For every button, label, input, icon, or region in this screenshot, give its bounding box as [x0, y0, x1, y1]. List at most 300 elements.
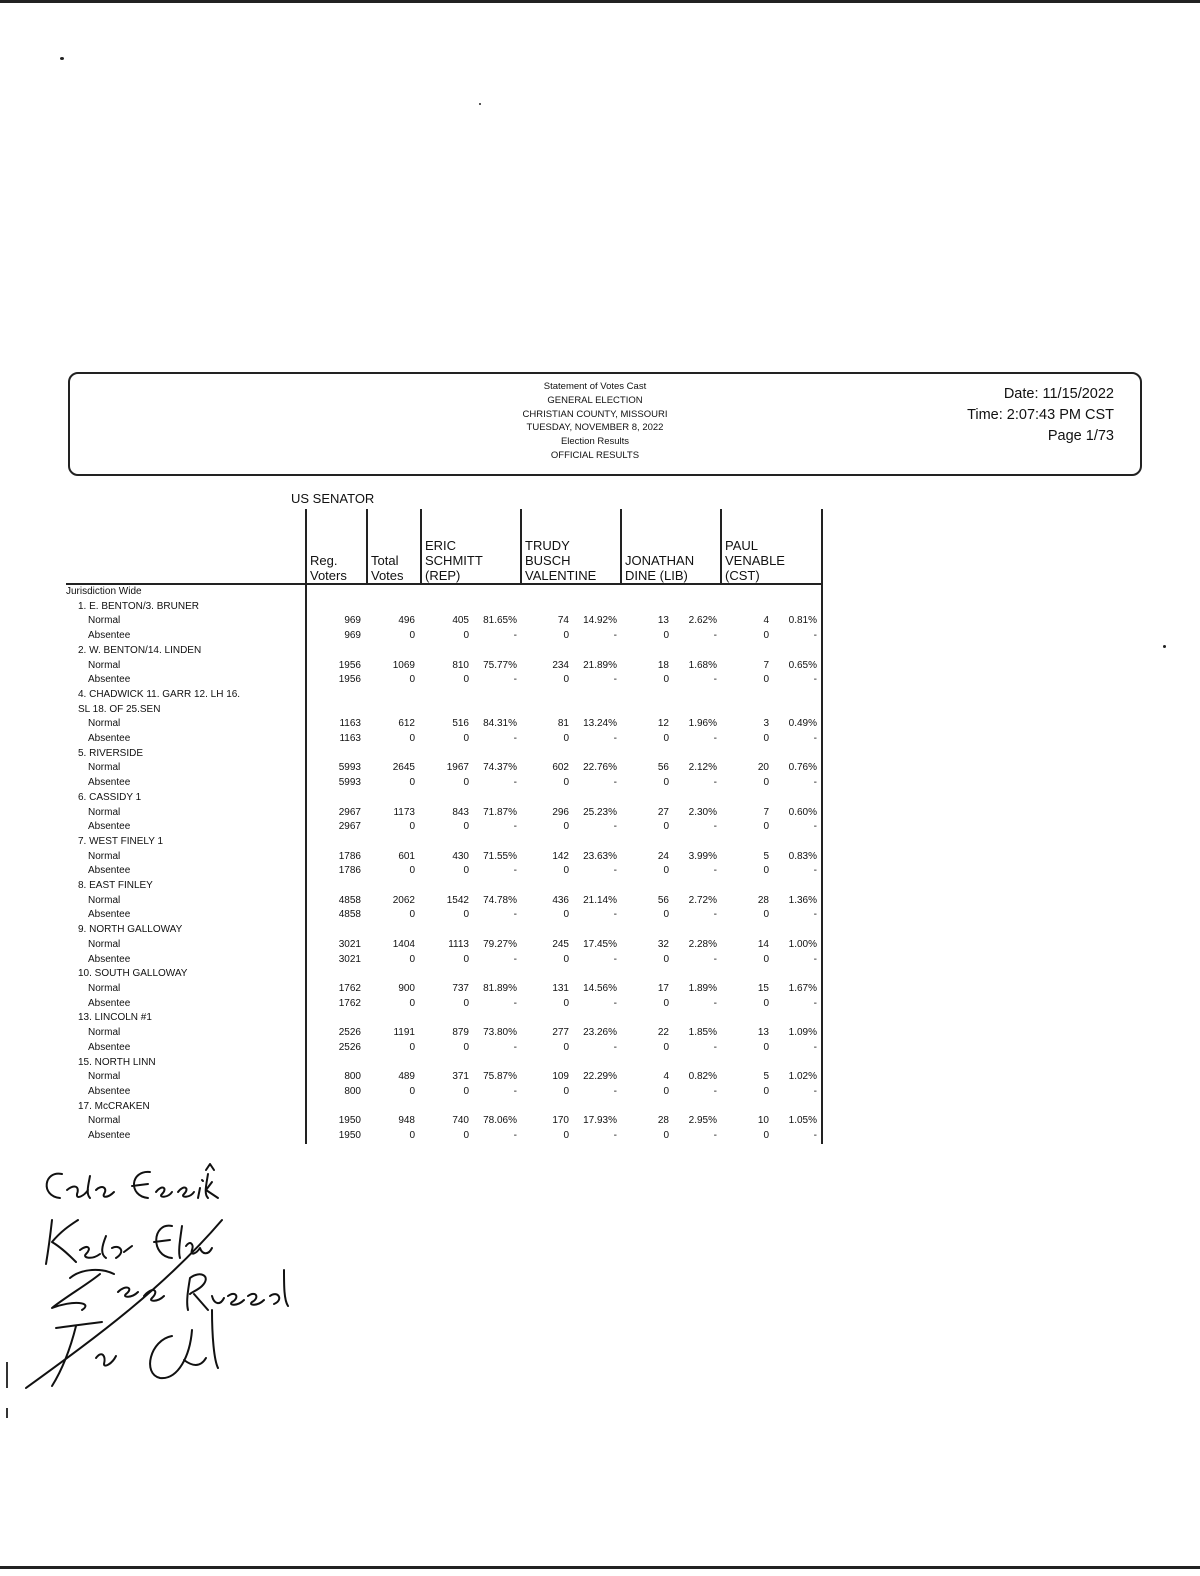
precinct-name-row [66, 835, 822, 850]
table-row-normal [66, 806, 822, 821]
valentine-pct: 17.93% [583, 1115, 617, 1127]
precinct-name-row [66, 1011, 822, 1026]
valentine-votes: 277 [552, 1027, 569, 1039]
table-row-absentee [66, 732, 822, 747]
dine-votes: 0 [663, 777, 669, 789]
valentine-pct: 14.92% [583, 615, 617, 627]
candidate-label-1: ERIC [425, 538, 457, 553]
scan-top-edge [0, 0, 1200, 3]
scan-speck [479, 103, 481, 105]
column-reg-label-2: Voters [310, 568, 347, 583]
vote-type: Absentee [88, 821, 131, 833]
valentine-votes: 0 [563, 733, 569, 745]
venable-pct: - [773, 864, 822, 879]
venable-votes: 13 [757, 1027, 769, 1039]
report-title: Statement of Votes Cast [543, 381, 647, 392]
election-name: GENERAL ELECTION [547, 394, 643, 406]
precinct-name: 5. RIVERSIDE [78, 747, 144, 759]
dine-votes: 0 [663, 953, 669, 965]
reg-voters: 1163 [306, 717, 367, 732]
schmitt-pct: - [513, 865, 517, 877]
dine-votes: 18 [657, 659, 669, 671]
valentine-votes: 170 [552, 1115, 569, 1127]
total-votes: 0 [409, 674, 415, 686]
reg-voters: 2967 [306, 806, 367, 821]
column-total-label-2: Votes [371, 568, 404, 583]
vote-type: Absentee [88, 674, 131, 686]
schmitt-pct: - [513, 733, 517, 745]
venable-pct: - [773, 732, 822, 747]
schmitt-pct: - [513, 1085, 517, 1097]
vote-type: Absentee [88, 865, 131, 877]
empty-cell [773, 1100, 822, 1115]
venable-pct: 1.36% [773, 894, 822, 909]
venable-votes: 0 [763, 1041, 769, 1053]
venable-pct: - [773, 1085, 822, 1100]
reg-voters: 1786 [306, 864, 367, 879]
schmitt-votes: 843 [452, 806, 469, 818]
column-candidate-dine [621, 509, 721, 584]
dine-votes: 4 [663, 1071, 669, 1083]
schmitt-votes: 0 [463, 997, 469, 1009]
dine-votes: 27 [657, 806, 669, 818]
venable-pct: - [773, 1129, 822, 1144]
vote-type: Absentee [88, 1041, 131, 1053]
venable-votes: 20 [757, 762, 769, 774]
empty-cell [773, 644, 822, 659]
table-row-normal [66, 717, 822, 732]
venable-pct: 1.02% [773, 1070, 822, 1085]
dine-pct: - [713, 1041, 717, 1053]
table-row-normal [66, 614, 822, 629]
total-votes: 0 [409, 865, 415, 877]
schmitt-pct: 75.77% [483, 659, 517, 671]
venable-votes: 28 [757, 894, 769, 906]
reg-voters: 4858 [306, 894, 367, 909]
precinct-name-row [66, 644, 822, 659]
schmitt-pct: - [513, 909, 517, 921]
dine-votes: 0 [663, 997, 669, 1009]
dine-votes: 12 [657, 718, 669, 730]
schmitt-pct: 74.37% [483, 762, 517, 774]
candidate-label-3: VALENTINE [525, 568, 597, 583]
schmitt-votes: 0 [463, 953, 469, 965]
schmitt-pct: - [513, 953, 517, 965]
total-votes: 1173 [393, 806, 415, 818]
venable-votes: 0 [763, 953, 769, 965]
table-row-absentee [66, 673, 822, 688]
empty-cell [773, 967, 822, 982]
total-votes: 1069 [392, 659, 415, 671]
reg-voters: 2526 [306, 1041, 367, 1056]
empty-cell [306, 600, 367, 615]
schmitt-votes: 0 [463, 1085, 469, 1097]
race-title: US SENATOR [291, 491, 375, 506]
dine-pct: - [713, 674, 717, 686]
empty-cell [367, 791, 773, 806]
valentine-votes: 0 [563, 865, 569, 877]
column-reg-voters [306, 509, 367, 584]
dine-pct: 2.62% [688, 615, 717, 627]
dine-pct: 1.89% [688, 982, 717, 994]
valentine-pct: 25.23% [583, 806, 617, 818]
empty-cell [773, 791, 822, 806]
table-row-absentee [66, 1129, 822, 1144]
table-row-absentee [66, 1041, 822, 1056]
valentine-votes: 109 [552, 1071, 569, 1083]
precinct-name-row [66, 967, 822, 982]
table-row-normal [66, 761, 822, 776]
vote-type: Normal [88, 1027, 121, 1039]
candidate-label-1: TRUDY [525, 538, 570, 553]
candidate-label-3: (REP) [425, 568, 461, 583]
results-table [66, 509, 823, 1144]
schmitt-votes: 0 [463, 777, 469, 789]
reg-voters: 800 [306, 1085, 367, 1100]
empty-cell [306, 879, 367, 894]
dine-votes: 0 [663, 733, 669, 745]
table-row-absentee [66, 908, 822, 923]
valentine-pct: - [613, 865, 617, 877]
dine-pct: 2.12% [688, 762, 717, 774]
vote-type: Normal [88, 938, 121, 950]
precinct-name-row [66, 1100, 822, 1115]
schmitt-votes: 405 [452, 615, 469, 627]
dine-pct: - [713, 953, 717, 965]
report-time: Time: 2:07:43 PM CST [967, 407, 1114, 423]
table-row-absentee [66, 776, 822, 791]
dine-votes: 28 [657, 1115, 669, 1127]
vote-type: Normal [88, 659, 121, 671]
precinct-name: 1. E. BENTON/3. BRUNER [78, 600, 199, 612]
valentine-votes: 0 [563, 953, 569, 965]
venable-votes: 5 [763, 1071, 769, 1083]
column-candidate-valentine [521, 509, 621, 584]
empty-cell [773, 584, 822, 600]
venable-votes: 15 [757, 982, 769, 994]
dine-pct: 2.95% [688, 1115, 717, 1127]
column-total-votes [367, 509, 421, 584]
precinct-name: 2. W. BENTON/14. LINDEN [78, 644, 202, 656]
valentine-votes: 0 [563, 777, 569, 789]
empty-cell [367, 835, 773, 850]
schmitt-votes: 371 [452, 1071, 469, 1083]
dine-pct: 0.82% [688, 1071, 717, 1083]
vote-type: Normal [88, 806, 121, 818]
schmitt-votes: 1113 [448, 938, 469, 950]
total-votes: 496 [398, 615, 415, 627]
vote-type: Absentee [88, 953, 131, 965]
schmitt-pct: 84.31% [483, 718, 517, 730]
valentine-pct: 17.45% [583, 938, 617, 950]
empty-cell [773, 1056, 822, 1071]
dine-votes: 24 [657, 850, 669, 862]
table-row-normal [66, 1070, 822, 1085]
precinct-name-row [66, 747, 822, 762]
venable-pct: - [773, 629, 822, 644]
empty-cell [773, 1011, 822, 1026]
schmitt-pct: - [513, 997, 517, 1009]
schmitt-votes: 430 [452, 850, 469, 862]
precinct-name: 7. WEST FINELY 1 [78, 835, 164, 847]
vote-type: Normal [88, 615, 121, 627]
candidate-label-2: JONATHAN [625, 553, 695, 568]
total-votes: 1404 [392, 938, 415, 950]
empty-cell [367, 703, 773, 718]
venable-votes: 0 [763, 1085, 769, 1097]
report-header [68, 372, 1142, 476]
valentine-pct: - [613, 733, 617, 745]
jurisdiction-row [66, 584, 822, 600]
dine-pct: 3.99% [688, 850, 717, 862]
empty-cell [306, 703, 367, 718]
dine-votes: 0 [663, 909, 669, 921]
schmitt-pct: 73.80% [483, 1027, 517, 1039]
dine-pct: - [713, 733, 717, 745]
valentine-pct: - [613, 821, 617, 833]
total-votes: 0 [409, 1130, 415, 1142]
valentine-votes: 234 [552, 659, 569, 671]
schmitt-pct: - [513, 674, 517, 686]
table-row-normal [66, 1026, 822, 1041]
venable-pct: - [773, 1041, 822, 1056]
column-header-row [66, 509, 822, 584]
empty-cell [367, 1056, 773, 1071]
venable-pct: 0.60% [773, 806, 822, 821]
schmitt-pct: 71.87% [483, 806, 517, 818]
total-votes: 900 [398, 982, 415, 994]
dine-votes: 0 [663, 821, 669, 833]
reg-voters: 1786 [306, 850, 367, 865]
candidate-label-1: PAUL [725, 538, 758, 553]
reg-voters: 1956 [306, 659, 367, 674]
empty-cell [367, 923, 773, 938]
total-votes: 2645 [392, 762, 415, 774]
table-row-normal [66, 982, 822, 997]
handwritten-signatures [22, 1160, 312, 1400]
page-number: Page 1/73 [1047, 428, 1114, 444]
venable-votes: 3 [763, 718, 769, 730]
vote-type: Normal [88, 718, 121, 730]
venable-votes: 0 [763, 909, 769, 921]
table-row-normal [66, 894, 822, 909]
dine-votes: 13 [657, 615, 669, 627]
schmitt-votes: 879 [452, 1027, 469, 1039]
scan-mark [6, 1362, 8, 1388]
schmitt-pct: - [513, 630, 517, 642]
valentine-votes: 0 [563, 1085, 569, 1097]
reg-voters: 2526 [306, 1026, 367, 1041]
dine-pct: - [713, 630, 717, 642]
valentine-pct: 23.26% [583, 1027, 617, 1039]
venable-votes: 10 [757, 1115, 769, 1127]
total-votes: 0 [409, 630, 415, 642]
empty-cell [773, 600, 822, 615]
valentine-votes: 0 [563, 997, 569, 1009]
dine-pct: 2.30% [688, 806, 717, 818]
empty-cell [306, 688, 367, 703]
empty-cell [367, 747, 773, 762]
reg-voters: 1956 [306, 673, 367, 688]
valentine-votes: 296 [552, 806, 569, 818]
precinct-name-row [66, 879, 822, 894]
venable-pct: - [773, 820, 822, 835]
vote-type: Absentee [88, 909, 131, 921]
venable-votes: 0 [763, 777, 769, 789]
jurisdiction-label: Jurisdiction Wide [66, 586, 142, 597]
precinct-name: 4. CHADWICK 11. GARR 12. LH 16. [78, 688, 241, 700]
dine-pct: - [713, 909, 717, 921]
valentine-pct: - [613, 1041, 617, 1053]
table-row-normal [66, 850, 822, 865]
candidate-label-2: VENABLE [725, 553, 785, 568]
dine-pct: - [713, 997, 717, 1009]
total-votes: 612 [398, 718, 415, 730]
total-votes: 948 [398, 1115, 415, 1127]
valentine-votes: 0 [563, 1130, 569, 1142]
venable-pct: 0.81% [773, 614, 822, 629]
empty-cell [306, 791, 367, 806]
county-name: CHRISTIAN COUNTY, MISSOURI [522, 408, 668, 420]
venable-votes: 4 [763, 615, 769, 627]
venable-votes: 0 [763, 1130, 769, 1142]
vote-type: Absentee [88, 997, 131, 1009]
venable-pct: 1.00% [773, 938, 822, 953]
schmitt-pct: 71.55% [483, 850, 517, 862]
schmitt-pct: 75.87% [483, 1071, 517, 1083]
schmitt-votes: 0 [463, 733, 469, 745]
valentine-pct: 23.63% [583, 850, 617, 862]
dine-votes: 17 [657, 982, 669, 994]
valentine-pct: 21.14% [583, 894, 617, 906]
dine-pct: - [713, 1130, 717, 1142]
reg-voters: 1950 [306, 1129, 367, 1144]
schmitt-pct: - [513, 1130, 517, 1142]
valentine-votes: 0 [563, 1041, 569, 1053]
table-row-absentee [66, 1085, 822, 1100]
dine-votes: 0 [663, 1130, 669, 1142]
total-votes: 2062 [392, 894, 415, 906]
venable-votes: 0 [763, 821, 769, 833]
venable-votes: 0 [763, 997, 769, 1009]
dine-votes: 0 [663, 630, 669, 642]
schmitt-votes: 516 [452, 718, 469, 730]
reg-voters: 969 [306, 629, 367, 644]
empty-cell [367, 879, 773, 894]
dine-votes: 56 [657, 762, 669, 774]
candidate-label-3: (CST) [725, 568, 760, 583]
venable-votes: 5 [763, 850, 769, 862]
scan-speck [1163, 645, 1166, 648]
total-votes: 0 [409, 1041, 415, 1053]
precinct-name-row [66, 1056, 822, 1071]
venable-votes: 0 [763, 733, 769, 745]
total-votes: 1191 [393, 1027, 415, 1039]
column-total-label-1: Total [371, 553, 399, 568]
column-candidate-schmitt [421, 509, 521, 584]
table-row-normal [66, 1114, 822, 1129]
dine-pct: 2.72% [688, 894, 717, 906]
valentine-pct: 22.76% [583, 762, 617, 774]
valentine-votes: 436 [552, 894, 569, 906]
venable-votes: 0 [763, 674, 769, 686]
reg-voters: 5993 [306, 776, 367, 791]
valentine-votes: 0 [563, 821, 569, 833]
empty-cell [367, 1100, 773, 1115]
empty-cell [367, 584, 773, 600]
precinct-name-row [66, 703, 822, 718]
report-meta [967, 384, 1114, 447]
valentine-pct: - [613, 777, 617, 789]
empty-cell [367, 1011, 773, 1026]
valentine-votes: 142 [552, 850, 569, 862]
empty-cell [367, 688, 773, 703]
empty-cell [306, 923, 367, 938]
schmitt-pct: 81.65% [483, 615, 517, 627]
candidate-label-2: SCHMITT [425, 553, 483, 568]
empty-cell [306, 1011, 367, 1026]
precinct-name-row [66, 791, 822, 806]
schmitt-votes: 0 [463, 821, 469, 833]
schmitt-votes: 0 [463, 1130, 469, 1142]
dine-votes: 56 [657, 894, 669, 906]
election-date: TUESDAY, NOVEMBER 8, 2022 [526, 422, 664, 434]
vote-type: Normal [88, 850, 121, 862]
venable-pct: - [773, 673, 822, 688]
precinct-name-row [66, 600, 822, 615]
valentine-pct: - [613, 1130, 617, 1142]
dine-votes: 22 [657, 1027, 669, 1039]
schmitt-votes: 0 [463, 909, 469, 921]
column-reg-label-1: Reg. [310, 553, 338, 568]
scan-bottom-edge [0, 1566, 1200, 1569]
venable-pct: - [773, 997, 822, 1012]
schmitt-votes: 0 [463, 865, 469, 877]
dine-pct: - [713, 865, 717, 877]
scan-speck [60, 57, 64, 60]
valentine-votes: 74 [557, 615, 569, 627]
empty-cell [773, 835, 822, 850]
schmitt-pct: 81.89% [483, 982, 517, 994]
venable-votes: 7 [763, 806, 769, 818]
empty-cell [773, 923, 822, 938]
venable-pct: - [773, 776, 822, 791]
reg-voters: 1762 [306, 997, 367, 1012]
venable-votes: 0 [763, 630, 769, 642]
empty-cell [306, 584, 367, 600]
empty-cell [773, 688, 822, 703]
empty-cell [367, 600, 773, 615]
total-votes: 489 [398, 1071, 415, 1083]
official-label: OFFICIAL RESULTS [550, 449, 640, 461]
empty-cell [306, 967, 367, 982]
total-votes: 0 [409, 997, 415, 1009]
precinct-name: 8. EAST FINLEY [78, 880, 153, 892]
venable-votes: 0 [763, 865, 769, 877]
schmitt-votes: 1967 [446, 762, 469, 774]
vote-type: Absentee [88, 1085, 131, 1097]
dine-pct: 1.85% [688, 1027, 717, 1039]
venable-pct: 1.05% [773, 1114, 822, 1129]
empty-cell [306, 1100, 367, 1115]
venable-pct: 1.67% [773, 982, 822, 997]
dine-votes: 0 [663, 865, 669, 877]
reg-voters: 5993 [306, 761, 367, 776]
precinct-name: 9. NORTH GALLOWAY [78, 924, 183, 936]
empty-cell [306, 644, 367, 659]
schmitt-pct: 79.27% [483, 938, 517, 950]
schmitt-votes: 1542 [446, 894, 469, 906]
